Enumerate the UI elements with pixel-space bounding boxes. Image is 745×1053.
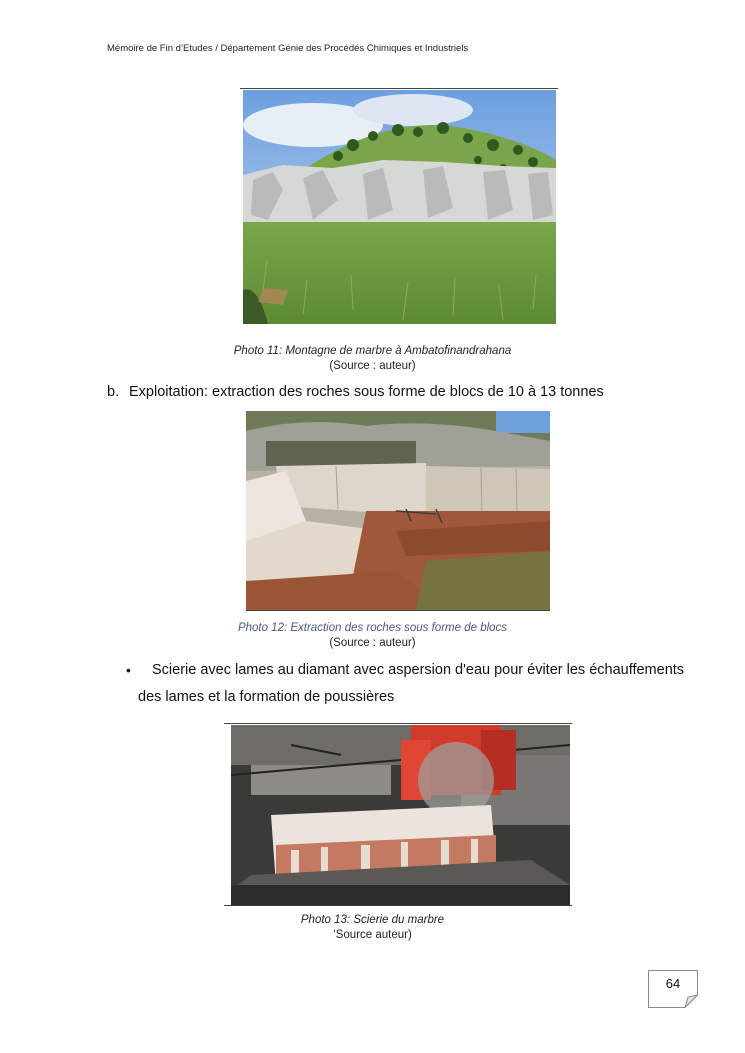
section-b-heading (107, 384, 604, 400)
photo-13-top-rule (224, 723, 572, 724)
bullet-text-line-2: des lames et la formation de poussières (138, 689, 395, 705)
photo-11-marble-mountain (243, 90, 556, 324)
photo-13-marble-saw (231, 725, 570, 905)
photo-11-source: (Source : auteur) (329, 360, 416, 372)
photo-13-bottom-rule (224, 905, 572, 906)
page-number: 64 (665, 976, 681, 991)
section-b-marker: b. (107, 384, 120, 400)
bullet-symbol: • (126, 662, 131, 678)
photo-12-source: (Source : auteur) (329, 637, 416, 649)
photo-12-bottom-rule (246, 610, 550, 611)
photo-11-caption: Photo 11: Montagne de marbre à Ambatofinandrahana (233, 345, 512, 357)
section-b-text: Exploitation: extraction des roches sous forme de blocs de 10 à 13 tonnes (129, 384, 604, 400)
photo-12-block-extraction (246, 411, 550, 610)
photo-12-caption: Photo 12: Extraction des roches sous forme de blocs (237, 622, 508, 634)
photo-13-caption: Photo 13: Scierie du marbre (300, 914, 445, 926)
page-number-box (648, 970, 698, 1008)
photo-13-source: ‘Source auteur) (333, 929, 412, 941)
bullet-text-line-1: Scierie avec lames au diamant avec aspersion d'eau pour éviter les échauffements (152, 662, 685, 678)
running-header: Mémoire de Fin d’Etudes / Département Génie des Procédés Chimiques et Industriels (107, 43, 469, 54)
photo-top-rule (240, 88, 558, 89)
